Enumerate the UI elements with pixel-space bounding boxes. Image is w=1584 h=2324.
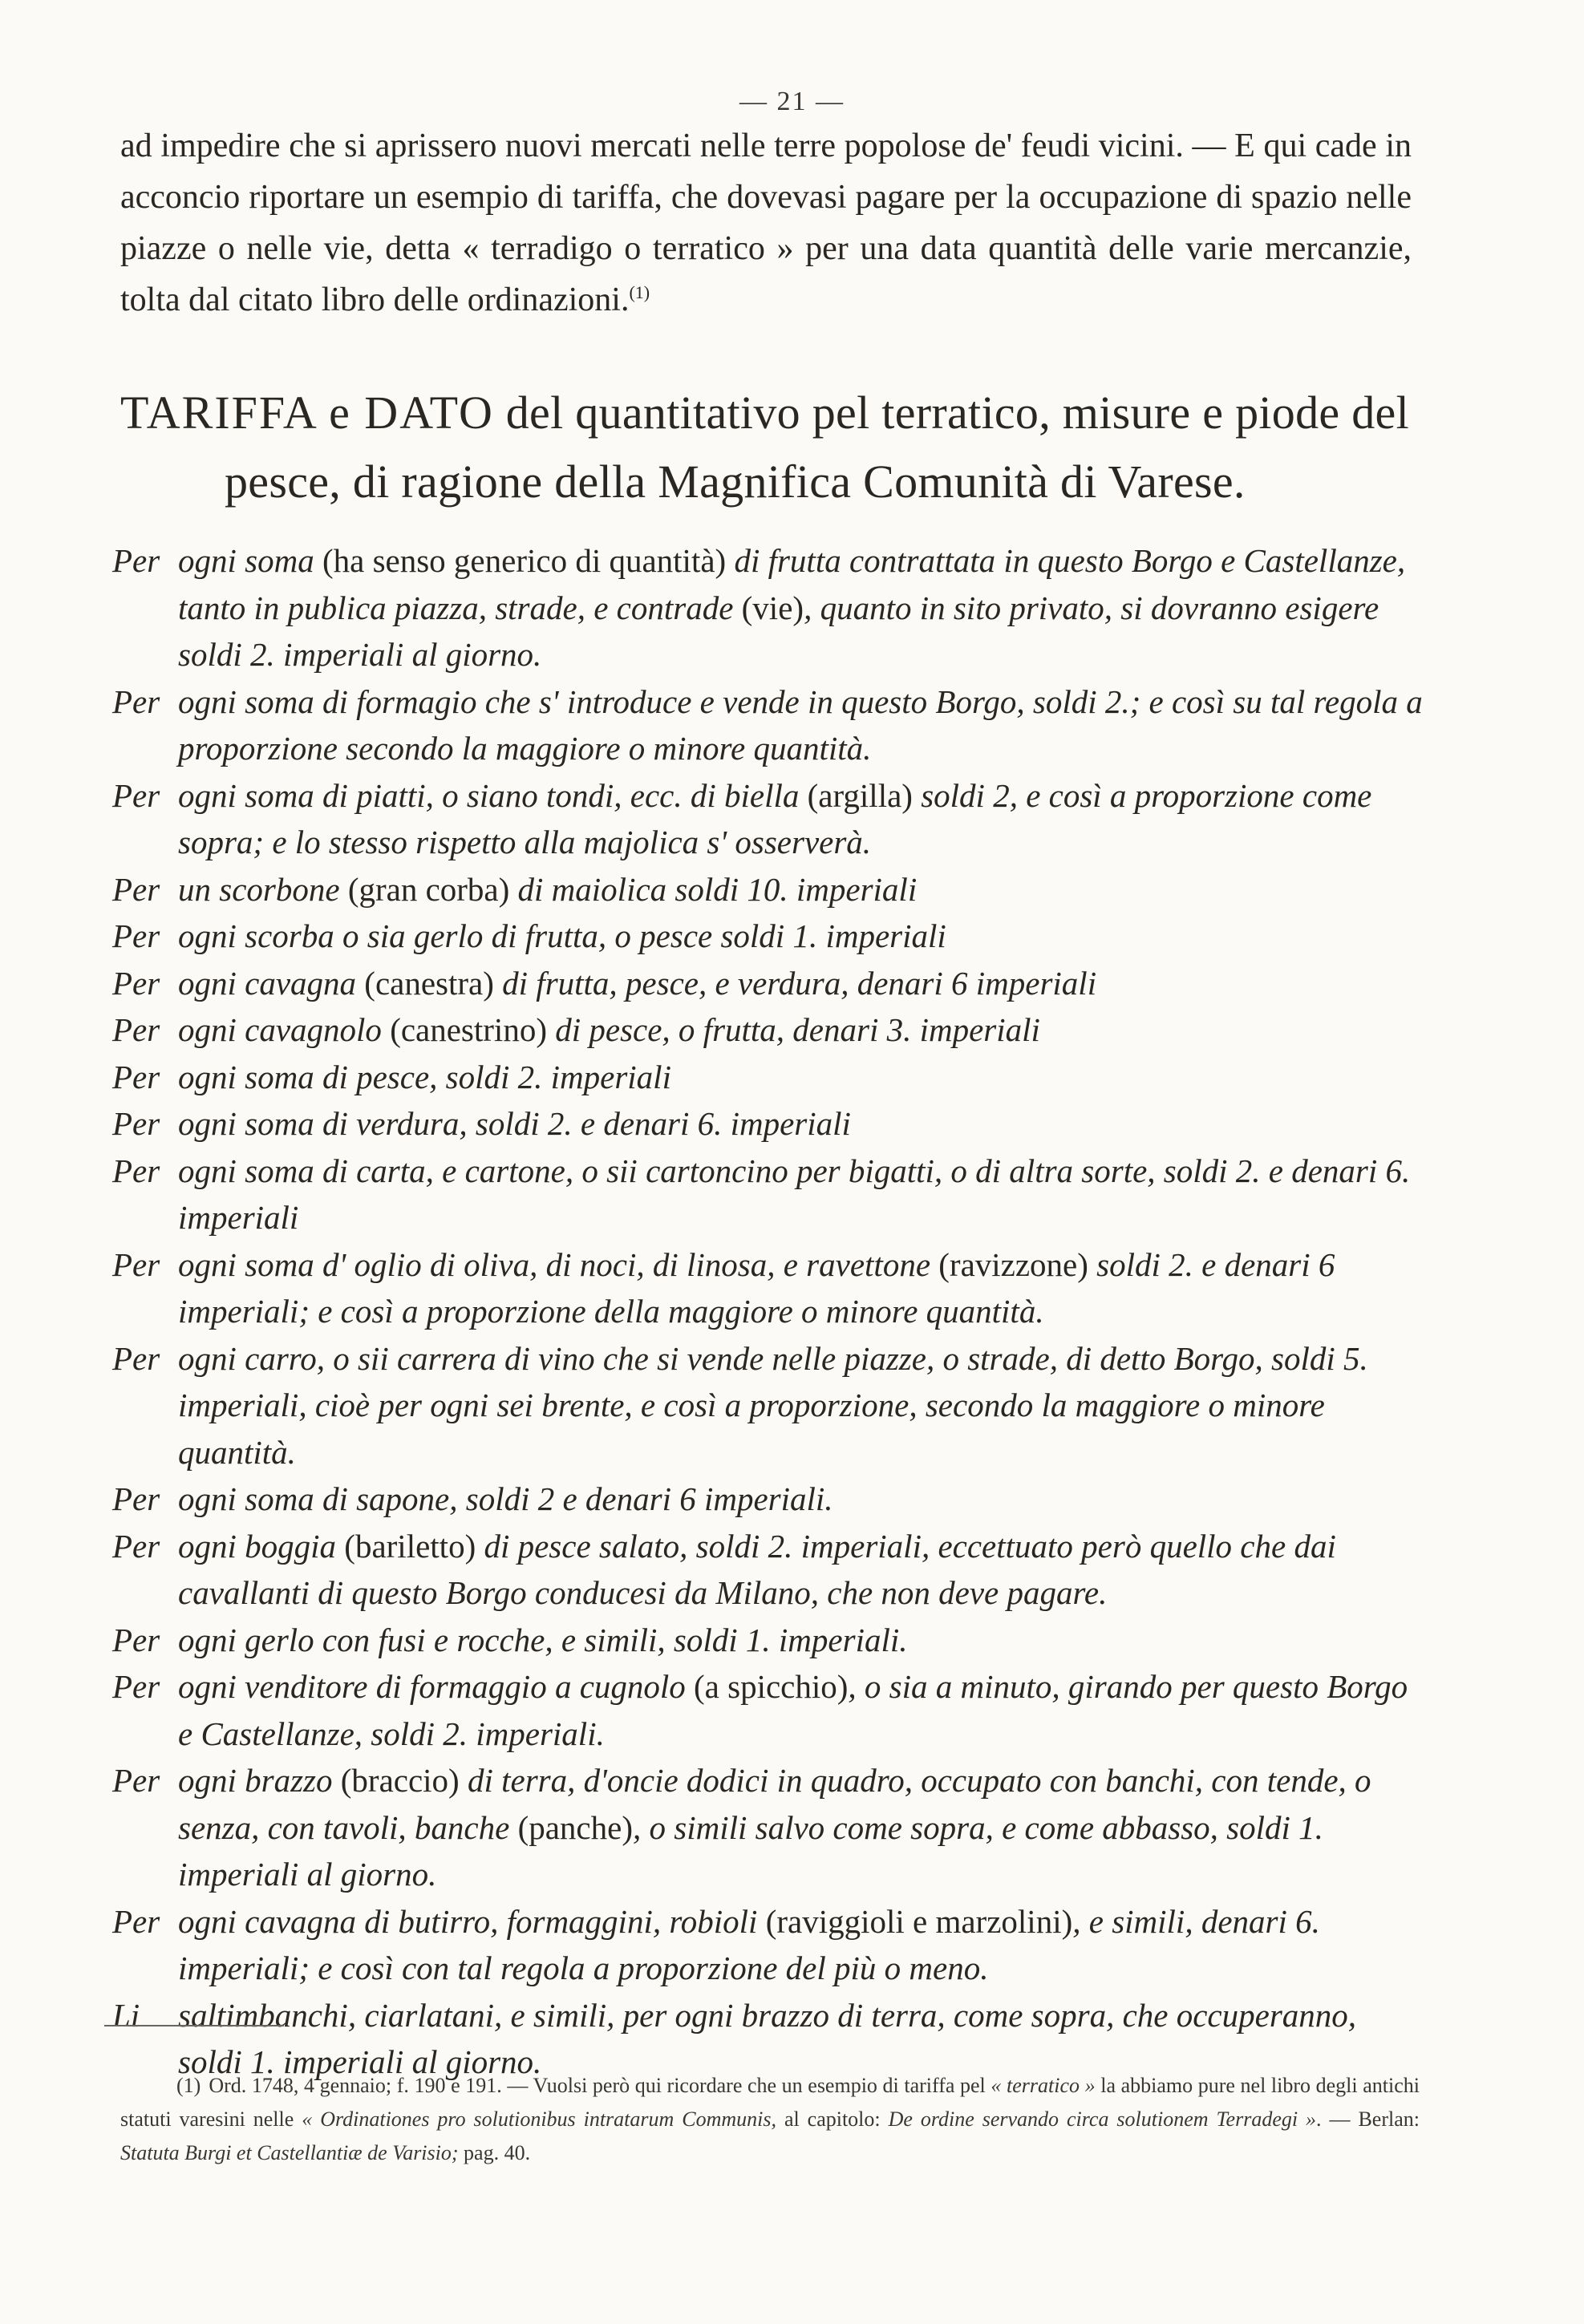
entry-gloss: (argilla) xyxy=(807,776,913,814)
footnote-text: Ord. 1748, 4 gennaio; f. 190 e 191. — Vuolsi però qui ricordare che un esempio di tariffa pel xyxy=(209,2074,991,2097)
entry-text: ogni soma di sapone, soldi 2 e denari 6 imperiali. xyxy=(178,1480,833,1517)
entry-text: ogni soma di pesce, soldi 2. imperiali xyxy=(178,1058,671,1095)
entry-lead-word: Per xyxy=(112,964,160,1002)
tariff-entry xyxy=(112,1617,1428,1664)
entry-lead-word: Per xyxy=(112,682,160,720)
tariff-entry xyxy=(112,1757,1428,1898)
entry-lead-word: Per xyxy=(112,1339,160,1377)
tariff-entries xyxy=(112,537,1428,2086)
tariff-entry xyxy=(112,1898,1428,1992)
entry-gloss: (bariletto) xyxy=(344,1527,476,1565)
entry-text: ogni soma di formagio che s' introduce e vende in questo Borgo, soldi 2.; e così su tal regola a proporzione secondo la maggiore o minore quantità. xyxy=(178,682,1423,767)
entry-lead-word: Per xyxy=(112,1011,160,1048)
footnote-text: la abbiamo pure nel libro degli antichi statuti varesini nelle xyxy=(120,2074,1420,2131)
entry-lead-word: Per xyxy=(112,1621,160,1658)
entry-lead-word: Per xyxy=(112,1105,160,1142)
entry-lead-word: Per xyxy=(112,776,160,814)
title-line1-rest: del quantitativo pel terratico, misure e piode del xyxy=(493,387,1410,439)
entry-lead-word: Per xyxy=(112,542,160,579)
entry-text: ogni venditore di formaggio a cugnolo xyxy=(178,1668,695,1705)
entry-text: ogni carro, o sii carrera di vino che si vende nelle piazze, o strade, di detto Borgo, soldi 5. imperiali, cioè per ogni sei brente, e così a proporzione, secondo la maggiore o minore quantità. xyxy=(178,1339,1368,1471)
tariff-entry xyxy=(112,772,1428,866)
entry-text: ogni soma xyxy=(178,542,322,579)
entry-lead-word: Per xyxy=(112,1902,160,1940)
footnote-text: pag. 40. xyxy=(458,2141,531,2164)
entry-text: ogni soma di carta, e cartone, o sii cartoncino per bigatti, o di altra sorte, soldi 2. e denari 6. imperiali xyxy=(178,1152,1411,1236)
entry-text: ogni cavagnolo xyxy=(178,1011,391,1048)
tariff-entry xyxy=(112,913,1428,960)
entry-text: ogni scorba o sia gerlo di frutta, o pesce soldi 1. imperiali xyxy=(178,917,946,954)
entry-gloss: (ravizzone) xyxy=(938,1245,1088,1283)
entry-gloss: (raviggioli e marzolini) xyxy=(765,1902,1073,1940)
tariff-entry xyxy=(112,1335,1428,1476)
tariff-entry xyxy=(112,1523,1428,1617)
entry-text: soldi 2, e così a proporzione come sopra; e lo stesso rispetto alla majolica s' osserverà. xyxy=(178,776,1372,860)
title-caps: TARIFFA e DATO xyxy=(120,387,494,439)
footnote-text: . — Berlan: xyxy=(1316,2107,1420,2131)
entry-gloss: (a spicchio) xyxy=(694,1668,849,1705)
footnote-reference: (1) xyxy=(629,282,650,302)
entry-text: ogni gerlo con fusi e rocche, e simili, soldi 1. imperiali. xyxy=(178,1621,908,1658)
intro-text: ad impedire che si aprissero nuovi mercati nelle terre popolose de' feudi vicini. — E qui cade in acconcio riportare un esempio di tariffa, che dovevasi pagare per la occupazione di spazio nelle piazze o nelle vie, detta « terradigo o terratico » per una data quantità delle varie mercanzie, tolta dal citato libro delle ordinazioni. xyxy=(120,128,1412,318)
entry-text: di frutta, pesce, e verdura, denari 6 imperiali xyxy=(493,964,1097,1002)
tariff-entry xyxy=(112,960,1428,1007)
entry-lead-word: Per xyxy=(112,1480,160,1517)
footnote-mark: (1) xyxy=(176,2074,201,2097)
entry-text: ogni cavagna di butirro, formaggini, robioli xyxy=(178,1902,766,1940)
entry-text: , o simili salvo come sopra, e come abbasso, soldi 1. imperiali al giorno. xyxy=(178,1808,1323,1893)
footnote-text: al capitolo: xyxy=(776,2107,889,2131)
entry-text: , quanto in sito privato, si dovranno esigere soldi 2. imperiali al giorno. xyxy=(178,589,1379,673)
page-number: — 21 — xyxy=(739,87,845,116)
footnote xyxy=(120,2069,1420,2170)
footnote-citation: « Ordinationes pro solutionibus intratarum Communis, xyxy=(302,2107,776,2131)
footnote-divider xyxy=(104,2025,284,2026)
entry-gloss: (panche) xyxy=(517,1808,633,1846)
entry-lead-word: Per xyxy=(112,1527,160,1565)
tariff-entry xyxy=(112,1100,1428,1148)
intro-paragraph xyxy=(120,120,1412,326)
entry-lead-word: Per xyxy=(112,1058,160,1095)
tariff-entry xyxy=(112,537,1428,678)
entry-gloss: (vie) xyxy=(741,589,804,626)
entry-text: ogni soma di piatti, o siano tondi, ecc. di biella xyxy=(178,776,808,814)
entry-text: un scorbone xyxy=(178,870,348,908)
entry-gloss: (ha senso generico di quantità) xyxy=(322,542,727,579)
entry-gloss: (canestrino) xyxy=(390,1011,547,1048)
footnote-citation: « terratico » xyxy=(991,2074,1096,2097)
entry-lead-word: Per xyxy=(112,917,160,954)
tariff-entry xyxy=(112,1663,1428,1757)
entry-lead-word: Per xyxy=(112,1762,160,1799)
entry-text: di terra, d'oncie dodici in quadro, occupato con banchi, con tende, o senza, con tavoli, banche xyxy=(178,1762,1371,1846)
entry-lead-word: Li xyxy=(112,1996,140,2034)
tariff-title xyxy=(120,379,1420,516)
tariff-entry xyxy=(112,1006,1428,1054)
entry-text: , o sia a minuto, girando per questo Borgo e Castellanze, soldi 2. imperiali. xyxy=(178,1668,1408,1752)
title-line2: pesce, di ragione della Magnifica Comunità di Varese. xyxy=(225,455,1246,508)
entry-gloss: (gran corba) xyxy=(347,870,510,908)
entry-text: ogni soma d' oglio di oliva, di noci, di linosa, e ravettone xyxy=(178,1245,939,1283)
entry-lead-word: Per xyxy=(112,1152,160,1189)
tariff-entry xyxy=(112,866,1428,913)
entry-gloss: (canestra) xyxy=(364,964,494,1002)
footnote-citation: De ordine servando circa solutionem Terradegi » xyxy=(888,2107,1317,2131)
entry-text: saltimbanchi, ciarlatani, e simili, per ogni brazzo di terra, come sopra, che occuperanno, soldi 1. imperiali al giorno. xyxy=(178,1996,1357,2080)
entry-lead-word: Per xyxy=(112,1668,160,1705)
tariff-entry xyxy=(112,1148,1428,1241)
tariff-entry xyxy=(112,1476,1428,1523)
footnote-citation: Statuta Burgi et Castellantiæ de Varisio; xyxy=(120,2141,459,2164)
entry-text: ogni boggia xyxy=(178,1527,345,1565)
entry-text: ogni soma di verdura, soldi 2. e denari 6. imperiali xyxy=(178,1105,851,1142)
tariff-entry xyxy=(112,1054,1428,1101)
entry-lead-word: Per xyxy=(112,870,160,908)
entry-text: , e simili, denari 6. imperiali; e così con tal regola a proporzione del più o meno. xyxy=(178,1902,1320,1986)
entry-gloss: (braccio) xyxy=(340,1762,460,1799)
entry-text: di pesce, o frutta, denari 3. imperiali xyxy=(546,1011,1040,1048)
entry-lead-word: Per xyxy=(112,1245,160,1283)
entry-text: soldi 2. e denari 6 imperiali; e così a proporzione della maggiore o minore quantità. xyxy=(178,1245,1335,1330)
entry-text: ogni cavagna xyxy=(178,964,365,1002)
entry-text: di frutta contrattata in questo Borgo e Castellanze, tanto in publica piazza, strade, e contrade xyxy=(178,542,1406,626)
entry-text: ogni brazzo xyxy=(178,1762,341,1799)
tariff-entry xyxy=(112,1241,1428,1335)
tariff-entry xyxy=(112,678,1428,772)
entry-text: di pesce salato, soldi 2. imperiali, eccettuato però quello che dai cavallanti di questo Borgo conducesi da Milano, che non deve pagare. xyxy=(178,1527,1336,1611)
entry-text: di maiolica soldi 10. imperiali xyxy=(509,870,918,908)
